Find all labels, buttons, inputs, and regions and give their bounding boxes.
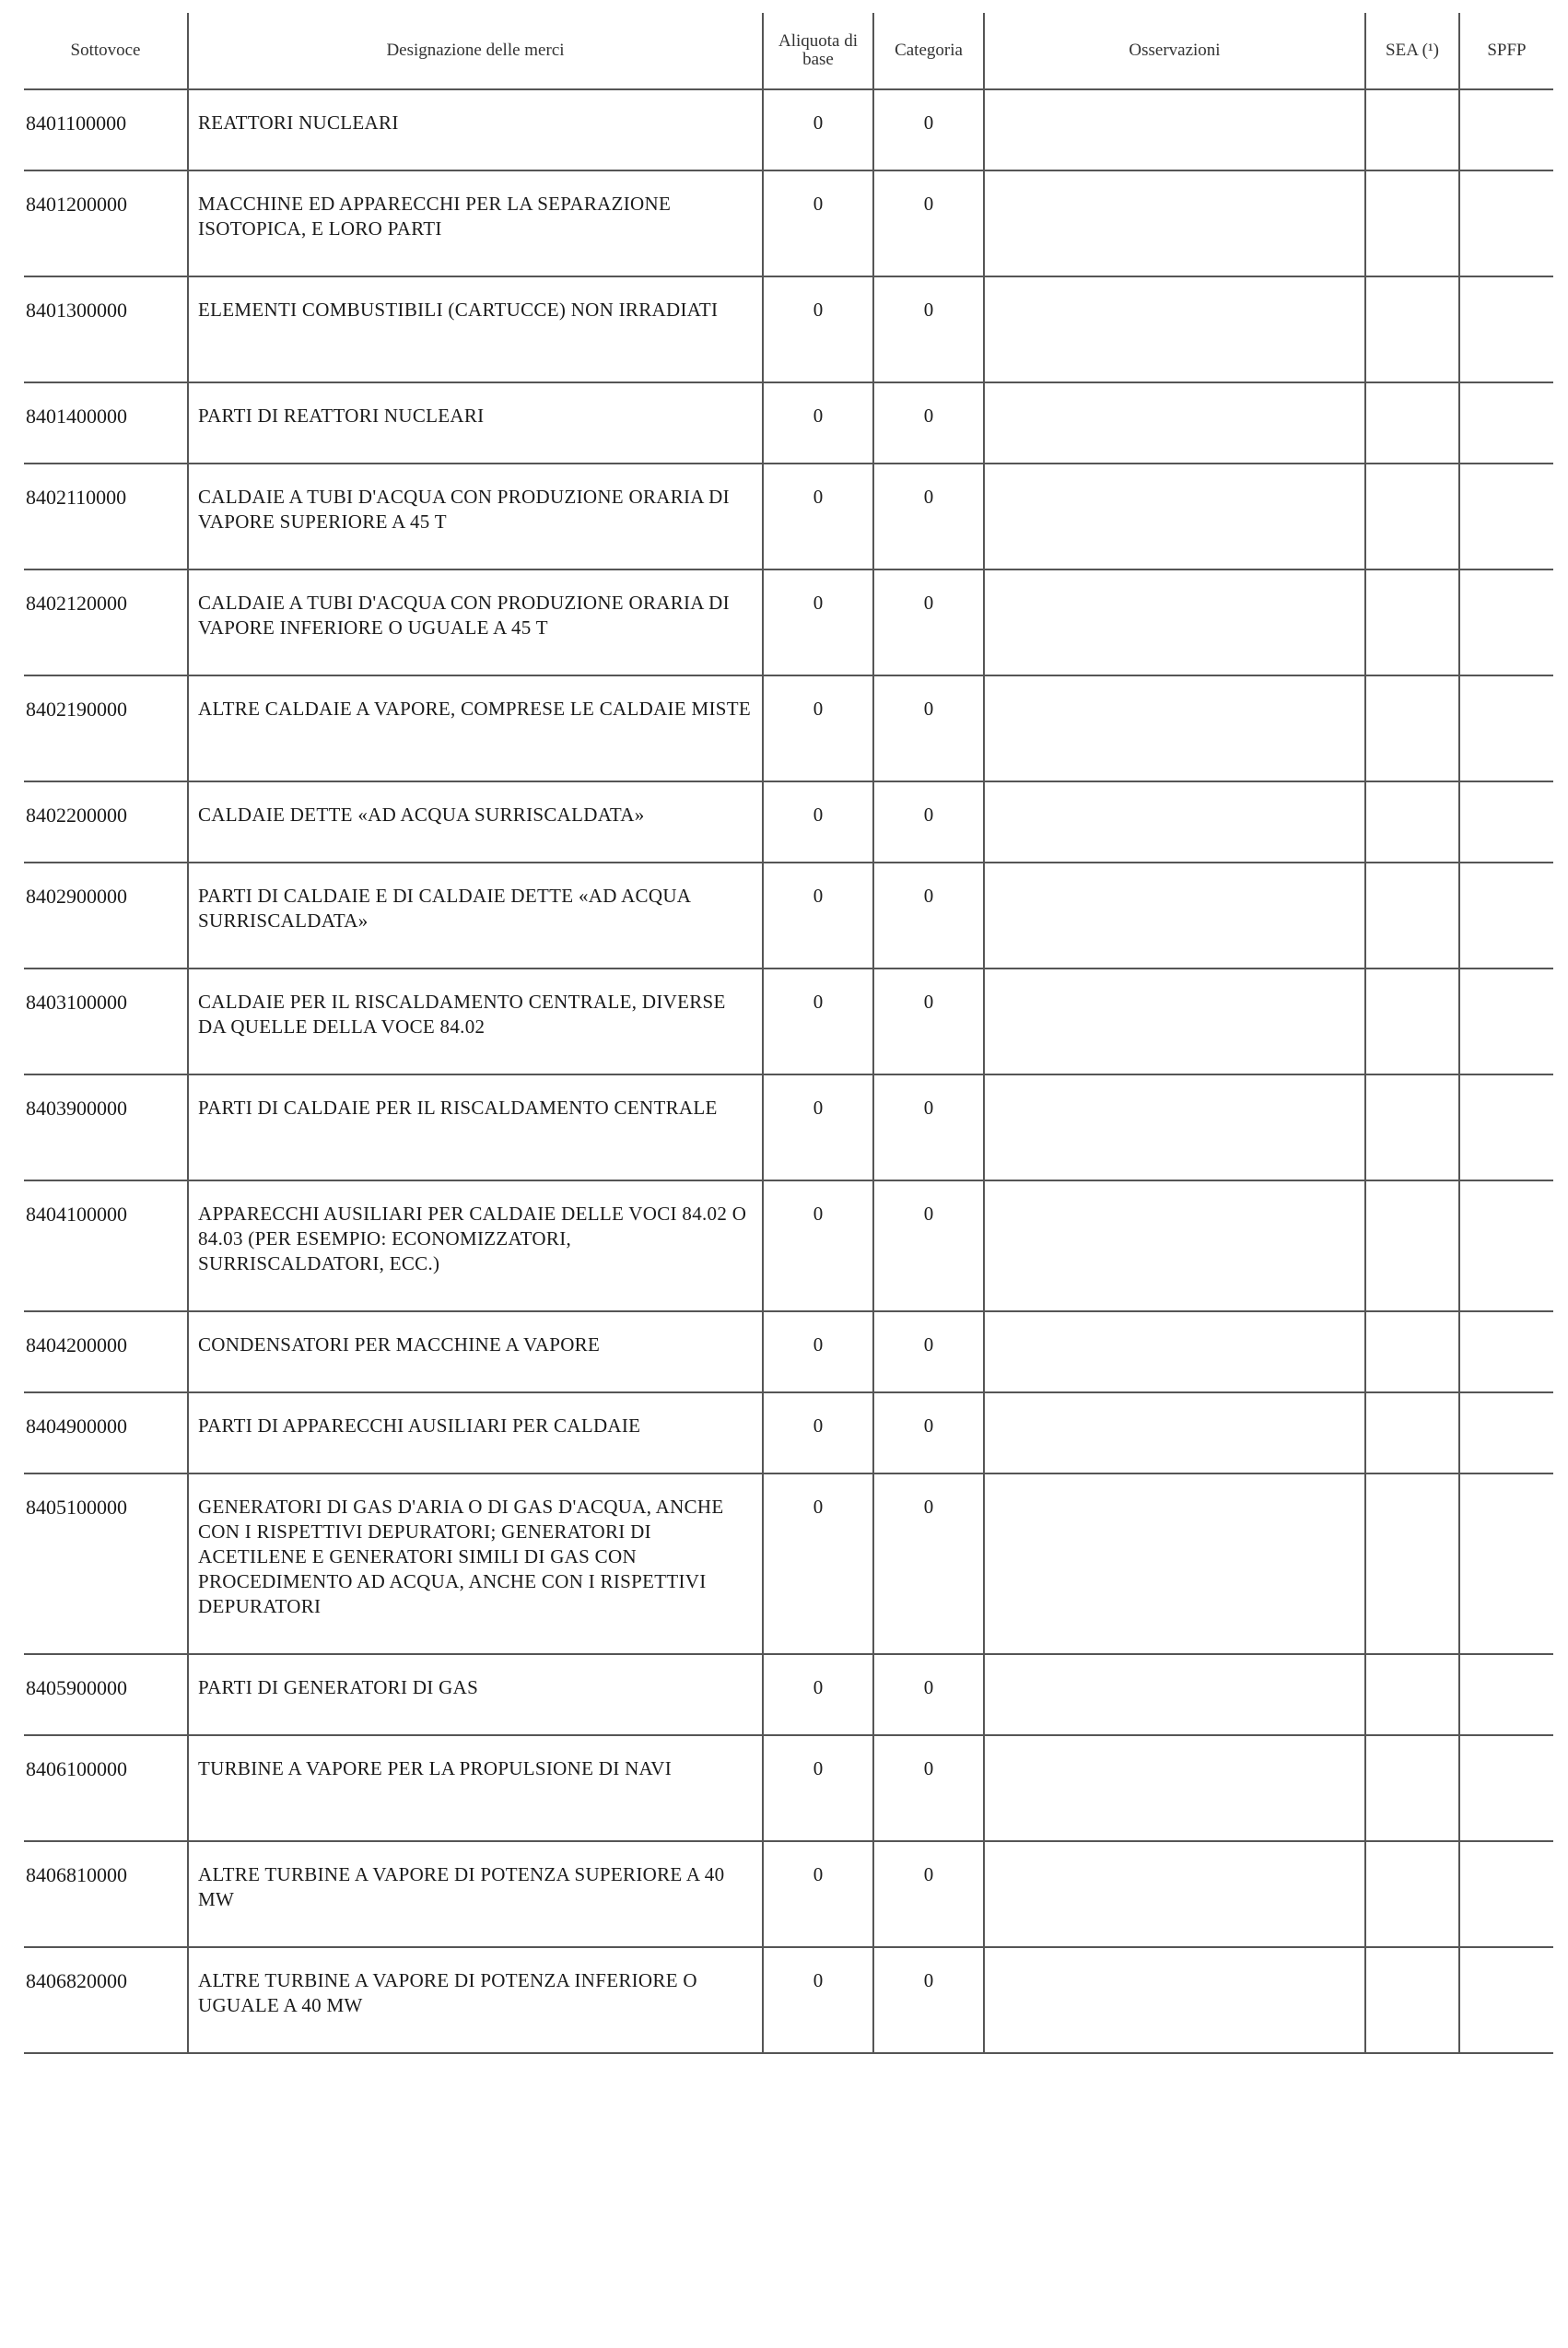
row-code: 8404200000 [24,1311,188,1392]
row-category: 0 [873,464,984,569]
row-code: 8402200000 [24,781,188,863]
row-description: CALDAIE PER IL RISCALDAMENTO CENTRALE, DIVERSE DA QUELLE DELLA VOCE 84.02 [188,969,763,1074]
row-observations [984,863,1365,969]
row-base-rate: 0 [763,1735,873,1841]
row-observations [984,1473,1365,1654]
row-sea [1365,1311,1459,1392]
table-row [24,1180,1553,1311]
table-row [24,863,1553,969]
row-sea [1365,170,1459,276]
row-sea [1365,1180,1459,1311]
row-category: 0 [873,1841,984,1947]
row-code: 8403100000 [24,969,188,1074]
row-description: REATTORI NUCLEARI [188,89,763,170]
row-base-rate: 0 [763,1947,873,2053]
row-spfp [1459,1180,1553,1311]
row-sea [1365,1947,1459,2053]
row-sea [1365,969,1459,1074]
table-header [24,13,1553,89]
header-sea: SEA (¹) [1365,13,1459,89]
row-spfp [1459,675,1553,781]
table-row [24,464,1553,569]
header-osservazioni: Osservazioni [984,13,1365,89]
table-row [24,781,1553,863]
row-base-rate: 0 [763,781,873,863]
row-description: CALDAIE DETTE «AD ACQUA SURRISCALDATA» [188,781,763,863]
header-categoria: Categoria [873,13,984,89]
row-observations [984,170,1365,276]
row-base-rate: 0 [763,382,873,464]
row-description: ALTRE TURBINE A VAPORE DI POTENZA SUPERIORE A 40 MW [188,1841,763,1947]
row-sea [1365,1392,1459,1473]
row-observations [984,89,1365,170]
header-row [24,13,1553,89]
row-spfp [1459,863,1553,969]
row-description: ELEMENTI COMBUSTIBILI (CARTUCCE) NON IRRADIATI [188,276,763,382]
row-category: 0 [873,1654,984,1735]
row-code: 8401400000 [24,382,188,464]
row-category: 0 [873,170,984,276]
row-spfp [1459,569,1553,675]
table-row [24,382,1553,464]
row-category: 0 [873,1473,984,1654]
row-code: 8406820000 [24,1947,188,2053]
row-description: APPARECCHI AUSILIARI PER CALDAIE DELLE VOCI 84.02 O 84.03 (PER ESEMPIO: ECONOMIZZATORI, SURRISCALDATORI, ECC.) [188,1180,763,1311]
row-observations [984,1654,1365,1735]
row-description: MACCHINE ED APPARECCHI PER LA SEPARAZIONE ISOTOPICA, E LORO PARTI [188,170,763,276]
row-category: 0 [873,781,984,863]
header-designazione: Designazione delle merci [188,13,763,89]
row-code: 8406100000 [24,1735,188,1841]
row-category: 0 [873,1392,984,1473]
table-row [24,1735,1553,1841]
row-code: 8403900000 [24,1074,188,1180]
row-code: 8402190000 [24,675,188,781]
row-code: 8402900000 [24,863,188,969]
row-spfp [1459,969,1553,1074]
row-code: 8405900000 [24,1654,188,1735]
row-base-rate: 0 [763,569,873,675]
row-sea [1365,569,1459,675]
header-spfp: SPFP [1459,13,1553,89]
row-observations [984,1311,1365,1392]
row-sea [1365,1735,1459,1841]
row-base-rate: 0 [763,1654,873,1735]
row-code: 8405100000 [24,1473,188,1654]
row-description: GENERATORI DI GAS D'ARIA O DI GAS D'ACQUA, ANCHE CON I RISPETTIVI DEPURATORI; GENERATORI DI ACETILENE E GENERATORI SIMILI DI GAS CON PROCEDIMENTO AD ACQUA, ANCHE CON I RISPETTIVI DEPURATORI [188,1473,763,1654]
row-spfp [1459,1841,1553,1947]
row-category: 0 [873,1180,984,1311]
row-code: 8404100000 [24,1180,188,1311]
table-row [24,969,1553,1074]
row-sea [1365,675,1459,781]
table-row [24,89,1553,170]
header-aliquota: Aliquota di base [763,13,873,89]
row-spfp [1459,1392,1553,1473]
row-category: 0 [873,89,984,170]
table-row [24,1947,1553,2053]
row-code: 8406810000 [24,1841,188,1947]
row-category: 0 [873,1311,984,1392]
row-description: PARTI DI GENERATORI DI GAS [188,1654,763,1735]
row-category: 0 [873,569,984,675]
table-row [24,1654,1553,1735]
row-sea [1365,1074,1459,1180]
row-category: 0 [873,969,984,1074]
row-code: 8401200000 [24,170,188,276]
row-base-rate: 0 [763,1074,873,1180]
table-row [24,675,1553,781]
row-sea [1365,781,1459,863]
row-category: 0 [873,1947,984,2053]
row-observations [984,1735,1365,1841]
row-spfp [1459,276,1553,382]
row-observations [984,464,1365,569]
row-code: 8402120000 [24,569,188,675]
row-description: ALTRE CALDAIE A VAPORE, COMPRESE LE CALDAIE MISTE [188,675,763,781]
tariff-table [24,13,1553,2054]
row-base-rate: 0 [763,1841,873,1947]
row-sea [1365,276,1459,382]
row-category: 0 [873,1735,984,1841]
table-row [24,170,1553,276]
row-code: 8401300000 [24,276,188,382]
row-description: CALDAIE A TUBI D'ACQUA CON PRODUZIONE ORARIA DI VAPORE INFERIORE O UGUALE A 45 T [188,569,763,675]
table-row [24,1074,1553,1180]
row-base-rate: 0 [763,1473,873,1654]
row-code: 8402110000 [24,464,188,569]
row-category: 0 [873,382,984,464]
row-observations [984,1947,1365,2053]
table-row [24,1311,1553,1392]
row-spfp [1459,382,1553,464]
table-row [24,1841,1553,1947]
row-spfp [1459,1311,1553,1392]
row-spfp [1459,1654,1553,1735]
row-sea [1365,863,1459,969]
row-spfp [1459,781,1553,863]
row-category: 0 [873,276,984,382]
row-spfp [1459,1947,1553,2053]
row-observations [984,569,1365,675]
row-spfp [1459,89,1553,170]
row-observations [984,781,1365,863]
row-base-rate: 0 [763,863,873,969]
row-description: CONDENSATORI PER MACCHINE A VAPORE [188,1311,763,1392]
row-category: 0 [873,1074,984,1180]
table-body [24,89,1553,2053]
row-sea [1365,1654,1459,1735]
row-sea [1365,1841,1459,1947]
row-description: PARTI DI CALDAIE PER IL RISCALDAMENTO CENTRALE [188,1074,763,1180]
row-observations [984,1180,1365,1311]
table-row [24,569,1553,675]
row-base-rate: 0 [763,464,873,569]
row-observations [984,969,1365,1074]
table-row [24,1392,1553,1473]
row-description: PARTI DI REATTORI NUCLEARI [188,382,763,464]
row-description: PARTI DI APPARECCHI AUSILIARI PER CALDAIE [188,1392,763,1473]
table-row [24,276,1553,382]
row-base-rate: 0 [763,170,873,276]
row-category: 0 [873,675,984,781]
row-base-rate: 0 [763,675,873,781]
row-base-rate: 0 [763,1311,873,1392]
row-description: PARTI DI CALDAIE E DI CALDAIE DETTE «AD ACQUA SURRISCALDATA» [188,863,763,969]
table-row [24,1473,1553,1654]
row-sea [1365,382,1459,464]
row-sea [1365,89,1459,170]
header-sottovoce: Sottovoce [24,13,188,89]
row-observations [984,1074,1365,1180]
row-base-rate: 0 [763,1180,873,1311]
row-observations [984,1392,1365,1473]
row-observations [984,382,1365,464]
row-observations [984,1841,1365,1947]
row-spfp [1459,1074,1553,1180]
row-base-rate: 0 [763,1392,873,1473]
row-description: CALDAIE A TUBI D'ACQUA CON PRODUZIONE ORARIA DI VAPORE SUPERIORE A 45 T [188,464,763,569]
row-observations [984,675,1365,781]
row-category: 0 [873,863,984,969]
row-code: 8404900000 [24,1392,188,1473]
row-observations [984,276,1365,382]
row-spfp [1459,464,1553,569]
row-code: 8401100000 [24,89,188,170]
row-base-rate: 0 [763,969,873,1074]
row-description: TURBINE A VAPORE PER LA PROPULSIONE DI NAVI [188,1735,763,1841]
tariff-sheet [24,13,1553,2054]
row-spfp [1459,1735,1553,1841]
row-description: ALTRE TURBINE A VAPORE DI POTENZA INFERIORE O UGUALE A 40 MW [188,1947,763,2053]
row-sea [1365,1473,1459,1654]
row-spfp [1459,1473,1553,1654]
row-base-rate: 0 [763,89,873,170]
row-sea [1365,464,1459,569]
row-base-rate: 0 [763,276,873,382]
row-spfp [1459,170,1553,276]
